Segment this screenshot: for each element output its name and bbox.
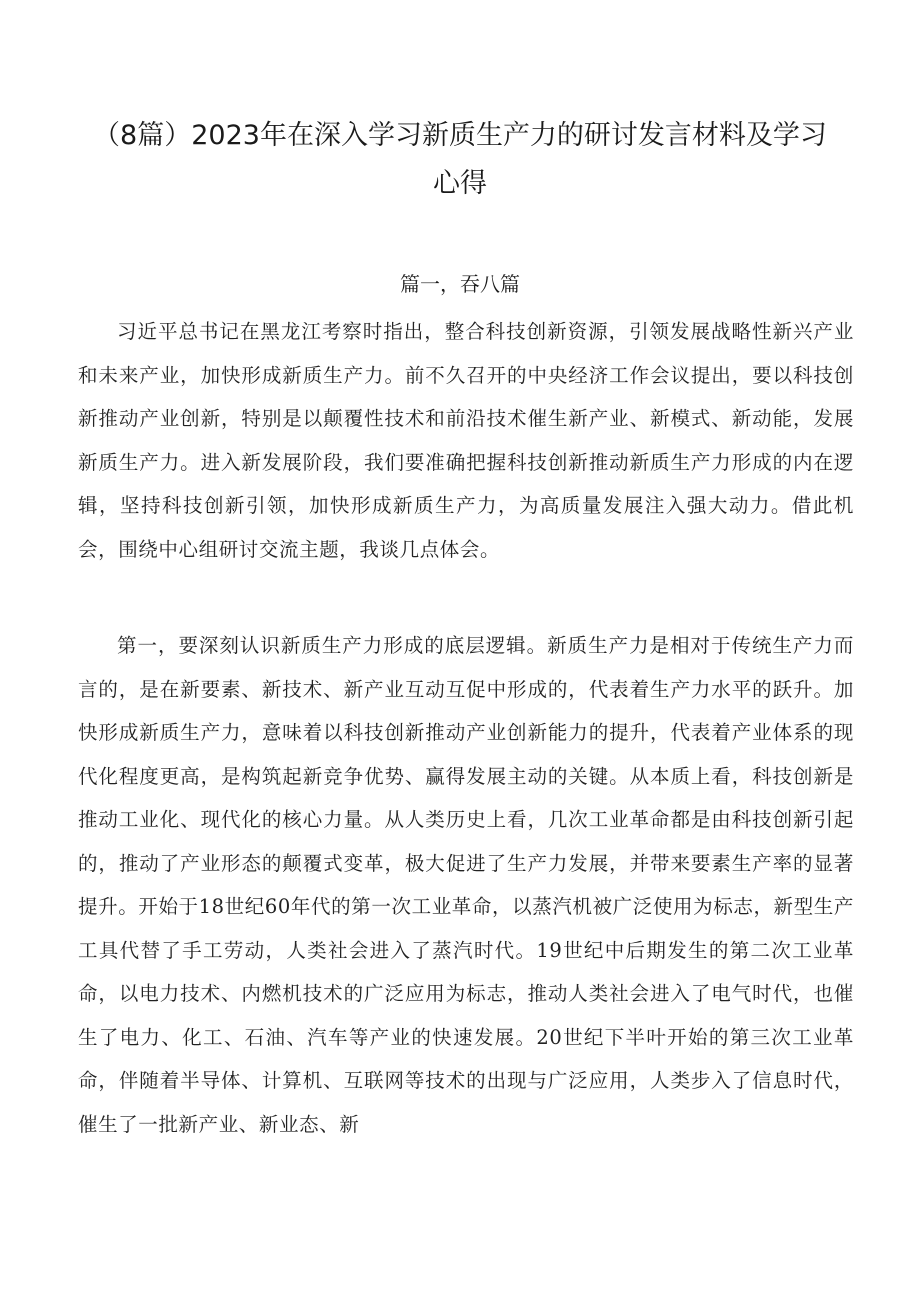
body-paragraph-2: 第一，要深刻认识新质生产力形成的底层逻辑。新质生产力是相对于传统生产力而言的，是在新要素、新技术、新产业互动互促中形成的，代表着生产力水平的跃升。加快形成新质生产力，意味着以科技创新推动产业创新能力的提升，代表着产业体系的现代化程度更高，是构筑起新竞争优势、赢得发展主动的关键。从本质上看，科技创新是推动工业化、现代化的核心力量。从人类历史上看，几次工业革命都是由科技创新引起的，推动了产业形态的颠覆式变革，极大促进了生产力发展，并带来要素生产率的显著提升。开始于18世纪60年代的第一次工业革命，以蒸汽机被广泛使用为标志，新型生产工具代替了手工劳动，人类社会进入了蒸汽时代。19世纪中后期发生的第二次工业革命，以电力技术、内燃机技术的广泛应用为标志，推动人类社会进入了电气时代，也催生了电力、化工、石油、汽车等产业的快速发展。20世纪下半叶开始的第三次工业革命，伴随着半导体、计算机、互联网等技术的出现与广泛应用，人类步入了信息时代，催生了一批新产业、新业态、新 bbox=[78, 634, 854, 1136]
body-paragraph-1: 习近平总书记在黑龙江考察时指出，整合科技创新资源，引领发展战略性新兴产业和未来产业，加快形成新质生产力。前不久召开的中央经济工作会议提出，要以科技创新推动产业创新，特别是以颠覆性技术和前沿技术催生新产业、新模式、新动能，发展新质生产力。进入新发展阶段，我们要准确把握科技创新推动新质生产力形成的内在逻辑，坚持科技创新引领，加快形成新质生产力，为高质量发展注入强大动力。借此机会，围绕中心组研讨交流主题，我谈几点体会。 bbox=[78, 320, 854, 561]
section-heading: 篇一，吞八篇 bbox=[400, 272, 520, 296]
document-title: （8篇）2023年在深入学习新质生产力的研讨发言材料及学习心得 bbox=[93, 120, 827, 199]
